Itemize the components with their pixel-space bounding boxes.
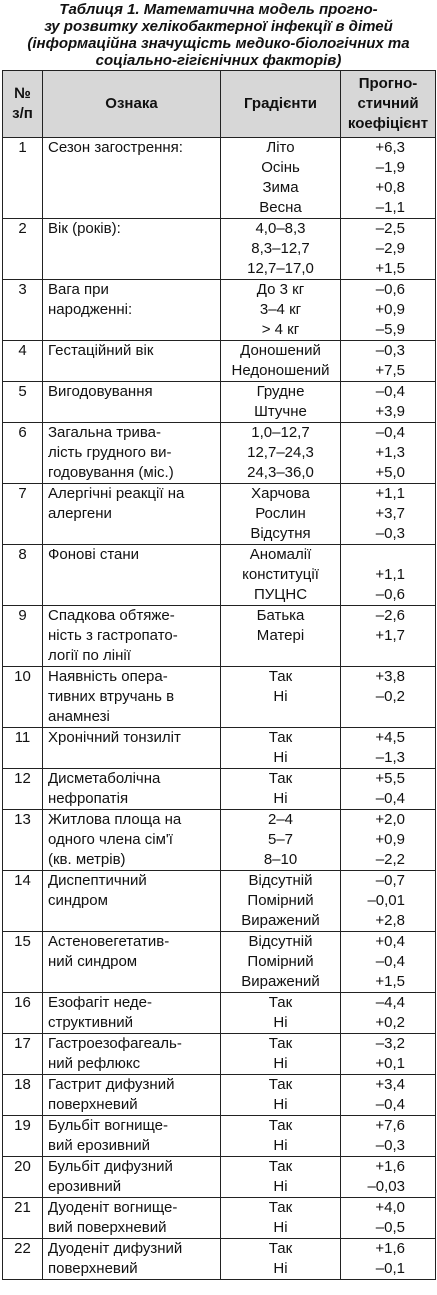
row-coefficients-line: +3,8 [375,668,405,685]
row-gradients-line: Так [268,1076,293,1093]
row-coefficients-line: –0,6 [375,586,405,603]
row-gradients [221,382,341,423]
row-gradients-line: конституції [242,566,319,583]
row-gradients-line: Помірний [247,892,314,909]
row-gradients [221,341,341,382]
row-gradients-line: Штучне [254,403,307,420]
row-coefficients-line: +3,9 [375,403,405,420]
row-sign [43,1116,221,1157]
row-number: 15 [3,932,43,993]
row-number: 20 [3,1157,43,1198]
table-row [3,932,436,993]
row-sign-line: Дисметаболічна [48,770,161,787]
row-sign [43,1198,221,1239]
row-gradients-line: Батька [256,607,305,624]
row-sign-line: Бульбіт вогнище- [48,1117,168,1134]
row-gradients [221,606,341,667]
row-sign [43,219,221,280]
row-coefficients [341,728,436,769]
row-gradients-line: Ні [273,1137,288,1154]
row-gradients-line: 8,3–12,7 [251,240,310,257]
header-coefficient-line: коефіцієнт [347,115,429,132]
row-gradients [221,545,341,606]
row-coefficients-line: +0,4 [375,933,405,950]
table-row [3,810,436,871]
row-gradients-line: Відсутня [250,525,311,542]
row-coefficients [341,423,436,484]
row-number: 1 [3,138,43,219]
row-number: 10 [3,667,43,728]
row-gradients-line: Так [268,994,293,1011]
row-coefficients-line: +1,6 [375,1240,405,1257]
row-gradients-line: Ні [273,1219,288,1236]
row-sign-line: тивних втручань в [48,688,175,705]
row-sign [43,769,221,810]
header-coefficient-line: стичний [357,95,419,112]
row-sign-line: Сезон загострення: [48,139,183,156]
row-number: 9 [3,606,43,667]
row-gradients-line: Так [268,1158,293,1175]
row-gradients-line: 12,7–24,3 [247,444,314,461]
row-sign-line: лість грудного ви- [48,444,172,461]
table-row [3,871,436,932]
table-row [3,341,436,382]
table-row [3,667,436,728]
row-gradients-line: Відсутній [248,933,313,950]
row-gradients-line: 24,3–36,0 [247,464,314,481]
table-row [3,545,436,606]
row-gradients-line: Ні [273,688,288,705]
row-sign [43,1239,221,1280]
row-gradients-line: Ні [273,790,288,807]
row-gradients-line: Так [268,1199,293,1216]
row-coefficients-line: –1,3 [375,749,405,766]
header-number-line: з/п [12,105,33,122]
table-body [3,138,436,1280]
row-coefficients [341,280,436,341]
row-sign-line: годовування (міс.) [48,464,174,481]
row-gradients [221,423,341,484]
row-gradients-line: Ні [273,1178,288,1195]
row-coefficients-line: +1,1 [375,485,405,502]
row-sign [43,667,221,728]
row-coefficients-line: –0,1 [375,1260,405,1277]
row-coefficients-line: +7,6 [375,1117,405,1134]
row-sign-line: Вага при [48,281,109,298]
table-row [3,1034,436,1075]
row-coefficients-line: +3,4 [375,1076,405,1093]
row-number: 5 [3,382,43,423]
row-number: 3 [3,280,43,341]
row-coefficients-line: –1,1 [375,199,405,216]
row-sign-line: Дуоденіт дифузний [48,1240,183,1257]
header-coefficient-line: Прогно- [358,75,418,92]
row-gradients-line: Зима [262,179,299,196]
row-coefficients-line: –5,9 [375,321,405,338]
row-coefficients-line: +2,8 [375,912,405,929]
table-row [3,138,436,219]
row-gradients [221,728,341,769]
row-gradients-line: Ні [273,749,288,766]
row-gradients-line: > 4 кг [261,321,300,338]
row-sign [43,1075,221,1116]
table-row [3,728,436,769]
row-coefficients [341,545,436,606]
row-coefficients-line: +1,3 [375,444,405,461]
row-gradients-line: Матері [256,627,305,644]
row-coefficients [341,871,436,932]
row-gradients-line: Ні [273,1096,288,1113]
row-gradients [221,1198,341,1239]
row-number: 4 [3,341,43,382]
row-sign-line: Гестаційний вік [48,342,154,359]
row-coefficients [341,667,436,728]
row-number: 18 [3,1075,43,1116]
caption-line: соціально-гігієнічних факторів) [95,52,342,69]
row-coefficients [341,769,436,810]
row-gradients [221,932,341,993]
row-coefficients-line: +5,5 [375,770,405,787]
prognostic-model-table [2,70,436,1280]
row-coefficients-line: +1,1 [375,566,405,583]
row-gradients-line: 4,0–8,3 [255,220,306,237]
row-sign-line: Гастроезофагеаль- [48,1035,182,1052]
row-sign-line: Дуоденіт вогнище- [48,1199,178,1216]
row-gradients [221,810,341,871]
row-sign-line: вий ерозивний [48,1137,151,1154]
row-sign-line: ерозивний [48,1178,122,1195]
row-sign [43,606,221,667]
row-gradients-line: Виражений [241,973,320,990]
table-row [3,280,436,341]
header-number-line: № [14,85,31,102]
row-coefficients-line: +0,1 [375,1055,405,1072]
table-row [3,219,436,280]
row-sign-line: Бульбіт дифузний [48,1158,173,1175]
row-sign-line: Езофагіт неде- [48,994,152,1011]
row-sign-line: алергени [48,505,112,522]
row-coefficients-line: –0,3 [375,1137,405,1154]
row-coefficients-line [341,545,405,565]
row-sign [43,545,221,606]
row-coefficients [341,138,436,219]
row-coefficients [341,993,436,1034]
row-coefficients [341,1157,436,1198]
row-coefficients [341,1116,436,1157]
row-coefficients-line: –0,4 [375,383,405,400]
row-coefficients [341,1198,436,1239]
row-sign [43,423,221,484]
row-sign-line: поверхневий [48,1096,138,1113]
row-coefficients-line: –0,5 [375,1219,405,1236]
row-gradients [221,769,341,810]
row-coefficients-line: +2,0 [375,811,405,828]
row-sign-line: Гастрит дифузний [48,1076,175,1093]
row-number: 7 [3,484,43,545]
row-gradients-line: ПУЦНС [253,586,308,603]
row-coefficients-line: +1,6 [375,1158,405,1175]
row-gradients-line: Ні [273,1260,288,1277]
row-gradients-line: Відсутній [248,872,313,889]
row-coefficients-line: –0,3 [375,525,405,542]
row-coefficients-line: –0,2 [375,688,405,705]
header-sign: Ознака [43,71,221,138]
row-coefficients-line: –0,7 [375,872,405,889]
row-coefficients [341,219,436,280]
row-gradients-line: Так [268,1035,293,1052]
row-gradients [221,219,341,280]
row-sign-line: Житлова площа на [48,811,182,828]
row-number: 16 [3,993,43,1034]
table-row [3,382,436,423]
row-gradients [221,1116,341,1157]
row-gradients [221,1239,341,1280]
row-gradients [221,1075,341,1116]
row-gradients-line: Доношений [240,342,321,359]
row-coefficients-line: +0,9 [375,301,405,318]
row-sign-line: Хронічний тонзиліт [48,729,181,746]
row-sign [43,871,221,932]
row-number: 6 [3,423,43,484]
row-sign-line: Астеновегетатив- [48,933,170,950]
row-gradients-line: Помірний [247,953,314,970]
row-sign-line: Загальна трива- [48,424,161,441]
row-coefficients [341,1239,436,1280]
row-sign-line: нефропатія [48,790,129,807]
row-sign [43,932,221,993]
row-gradients [221,1034,341,1075]
row-gradients-line: Так [268,668,293,685]
row-number: 22 [3,1239,43,1280]
row-gradients-line: 3–4 кг [259,301,302,318]
row-gradients-line: До 3 кг [256,281,305,298]
row-sign-line: поверхневий [48,1260,138,1277]
row-gradients-line: Літо [266,139,295,156]
row-coefficients-line: +0,2 [375,1014,405,1031]
row-sign-line: анамнезі [48,708,110,725]
row-gradients [221,280,341,341]
row-sign-line: синдром [48,892,108,909]
table-row [3,1075,436,1116]
row-coefficients [341,932,436,993]
row-coefficients-line: +0,8 [375,179,405,196]
row-coefficients-line: +4,5 [375,729,405,746]
row-sign-line: ність з гастропато- [48,627,178,644]
table-row [3,484,436,545]
row-sign-line: народженні: [48,301,133,318]
row-coefficients-line: +1,5 [375,260,405,277]
row-gradients-line: 2–4 [267,811,294,828]
row-coefficients-line: –0,6 [375,281,405,298]
row-sign [43,1157,221,1198]
row-sign-line: Наявність опера- [48,668,168,685]
table-row [3,1198,436,1239]
row-sign-line: ний рефлюкс [48,1055,141,1072]
row-number: 21 [3,1198,43,1239]
row-coefficients-line: –0,3 [375,342,405,359]
row-sign [43,280,221,341]
row-coefficients-line: –2,5 [375,220,405,237]
row-gradients-line: Так [268,770,293,787]
row-coefficients-line: +3,7 [375,505,405,522]
caption-line: зу розвитку хелікобактерної інфекції в дітей [44,18,393,35]
row-coefficients [341,606,436,667]
row-gradients-line: 1,0–12,7 [251,424,310,441]
row-sign-line: структивний [48,1014,134,1031]
row-sign [43,728,221,769]
row-coefficients-line: –2,9 [375,240,405,257]
row-coefficients [341,1075,436,1116]
row-coefficients-line: +4,0 [375,1199,405,1216]
row-coefficients-line: +1,7 [375,627,405,644]
header-coefficient [341,71,436,138]
row-coefficients-line: –0,03 [367,1178,405,1195]
row-sign [43,382,221,423]
row-gradients-line: 5–7 [267,831,294,848]
row-gradients [221,667,341,728]
row-number: 13 [3,810,43,871]
row-gradients [221,993,341,1034]
row-coefficients-line: –2,2 [375,851,405,868]
caption-line: Таблиця 1. Математична модель прогно- [59,1,378,18]
row-sign [43,1034,221,1075]
table-row [3,1116,436,1157]
row-coefficients-line: –1,9 [375,159,405,176]
row-coefficients-line: –0,4 [375,424,405,441]
table-row [3,769,436,810]
row-coefficients-line: –0,01 [367,892,405,909]
table-row [3,1239,436,1280]
row-gradients-line: Весна [259,199,302,216]
row-coefficients-line: –0,4 [375,953,405,970]
header-gradients: Градієнти [221,71,341,138]
row-sign [43,993,221,1034]
row-number: 11 [3,728,43,769]
row-coefficients-line: –2,6 [375,607,405,624]
row-number: 2 [3,219,43,280]
row-gradients-line: Так [268,729,293,746]
row-sign-line: Вік (років): [48,220,121,237]
row-gradients-line: Рослин [255,505,306,522]
row-sign-line: Диспептичний [48,872,147,889]
row-coefficients [341,382,436,423]
row-number: 17 [3,1034,43,1075]
row-coefficients [341,810,436,871]
row-coefficients-line: +7,5 [375,362,405,379]
row-sign-line: (кв. метрів) [48,851,126,868]
row-coefficients-line: –4,4 [375,994,405,1011]
table-caption [0,0,437,70]
table-row [3,606,436,667]
row-number: 8 [3,545,43,606]
row-coefficients-line: –0,4 [375,1096,405,1113]
row-coefficients-line: +5,0 [375,464,405,481]
row-sign-line: вий поверхневий [48,1219,167,1236]
row-coefficients [341,1034,436,1075]
row-sign-line: одного члена сім'ї [48,831,173,848]
row-gradients [221,484,341,545]
row-sign-line: ний синдром [48,953,138,970]
row-sign [43,341,221,382]
row-coefficients-line: +1,5 [375,973,405,990]
row-sign-line: Алергічні реакції на [48,485,185,502]
row-coefficients-line: +6,3 [375,139,405,156]
row-sign-line: Вигодовування [48,383,153,400]
row-sign-line: Спадкова обтяже- [48,607,175,624]
table-row [3,993,436,1034]
row-gradients-line: Виражений [241,912,320,929]
row-gradients-line: Осінь [261,159,300,176]
row-coefficients-line: +0,9 [375,831,405,848]
row-gradients-line: Аномалії [249,546,312,563]
row-gradients-line: Ні [273,1055,288,1072]
row-sign-line: логії по лінії [48,647,131,664]
table-header-row [3,71,436,138]
row-sign-line: Фонові стани [48,546,140,563]
header-number [3,71,43,138]
row-sign [43,484,221,545]
row-gradients-line: 8–10 [263,851,298,868]
row-gradients-line: Харчова [251,485,310,502]
row-coefficients-line: –0,4 [375,790,405,807]
row-gradients [221,871,341,932]
row-coefficients [341,341,436,382]
caption-line: (інформаційна значущість медико-біологічних та [27,35,410,52]
row-coefficients-line: –3,2 [375,1035,405,1052]
row-gradients-line: Так [268,1240,293,1257]
row-number: 14 [3,871,43,932]
row-sign [43,138,221,219]
table-row [3,1157,436,1198]
row-sign [43,810,221,871]
row-number: 12 [3,769,43,810]
row-gradients [221,1157,341,1198]
row-gradients-line: Так [268,1117,293,1134]
row-coefficients [341,484,436,545]
row-gradients-line: 12,7–17,0 [247,260,314,277]
row-gradients-line: Ні [273,1014,288,1031]
row-number: 19 [3,1116,43,1157]
row-gradients [221,138,341,219]
table-row [3,423,436,484]
row-gradients-line: Недоношений [231,362,330,379]
row-gradients-line: Грудне [256,383,305,400]
